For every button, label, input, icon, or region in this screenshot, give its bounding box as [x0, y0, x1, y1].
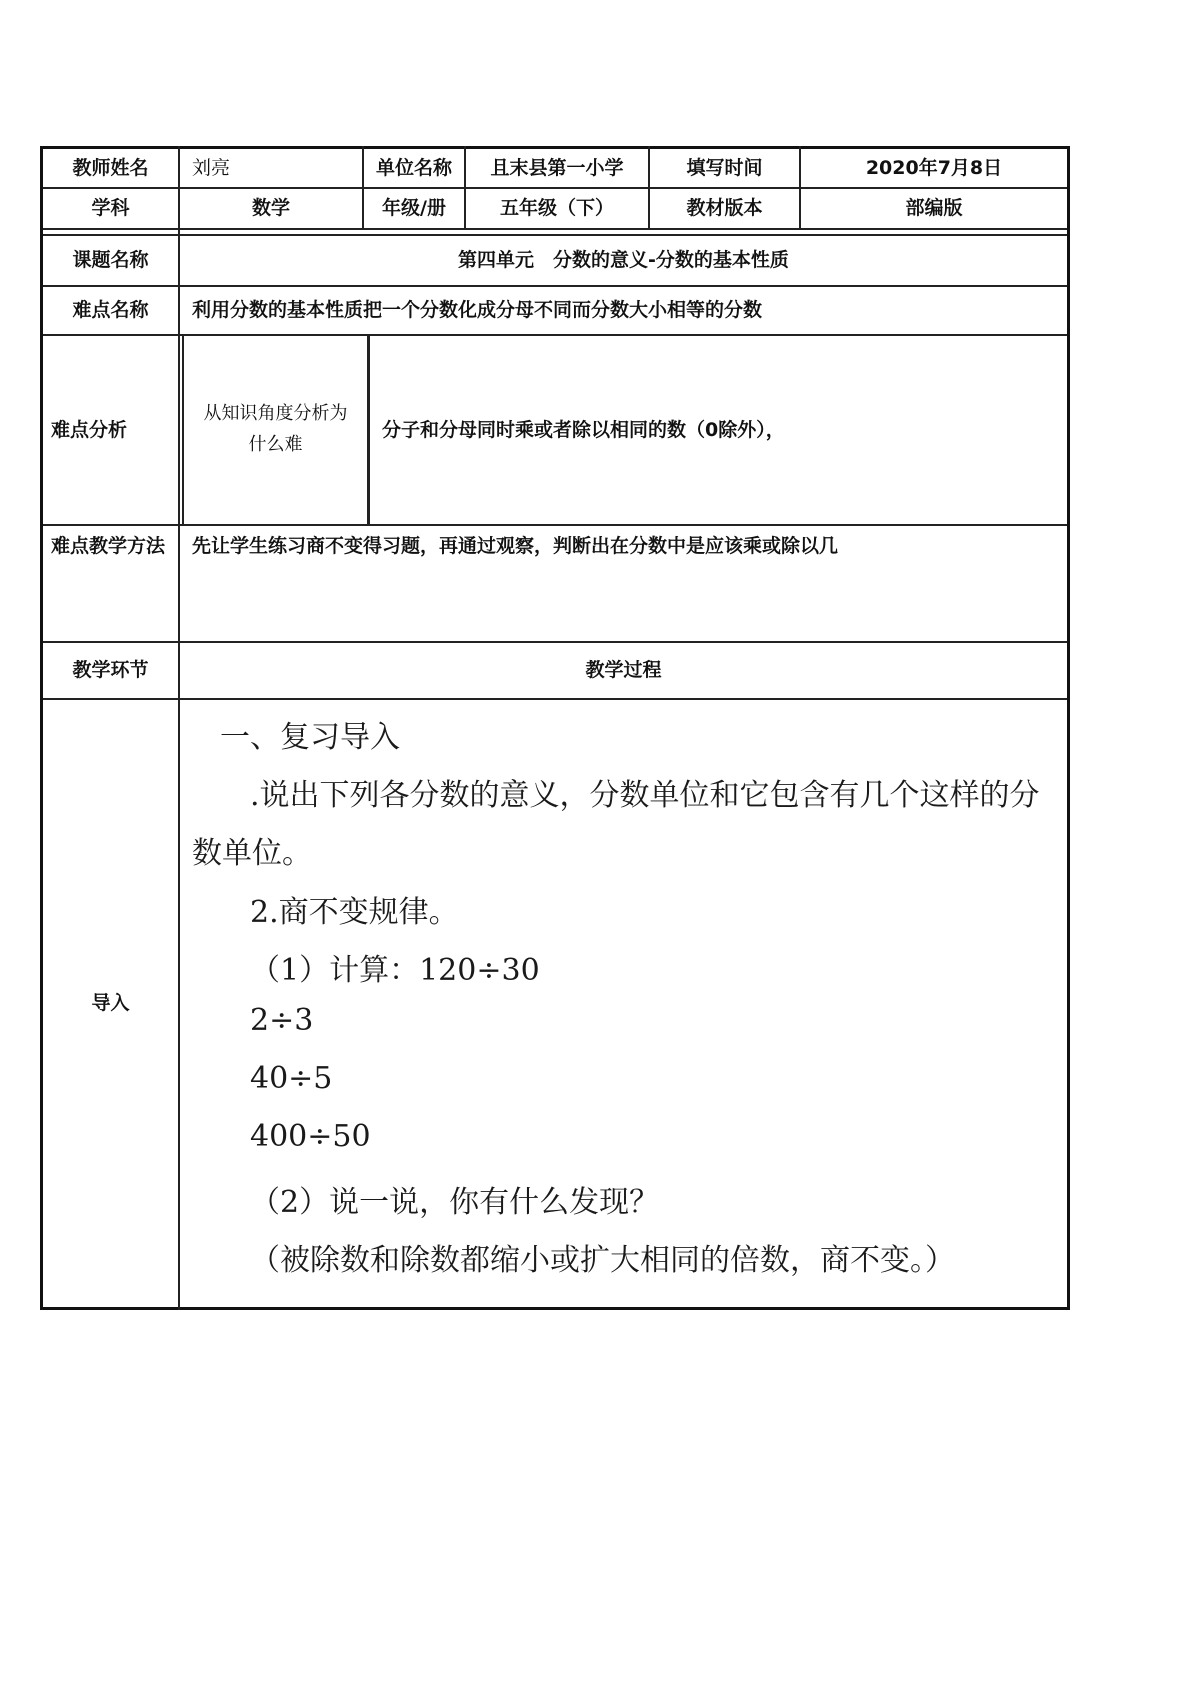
grade-value: 五年级（下） [499, 197, 614, 220]
topic-label: 课题名称 [72, 249, 149, 272]
method-label: 难点教学方法 [51, 535, 166, 557]
stage-header: 教学环节 [72, 659, 149, 682]
teacher-name-label: 教师姓名 [72, 156, 149, 179]
difficulty-label: 难点名称 [72, 299, 149, 322]
intro-stage: 导入 [91, 992, 130, 1015]
analysis-value: 分子和分母同时乘或者除以相同的数（0除外）， [382, 418, 785, 441]
row-divider [40, 228, 1070, 230]
process-line: 2.商不变规律。 [250, 895, 459, 930]
method-value: 先让学生练习商不变得习题，再通过观察，判断出在分数中是应该乘或除以几 [192, 535, 839, 557]
intro-process [180, 700, 1067, 1307]
unit-label: 单位名称 [375, 156, 452, 179]
table-border-right [1067, 146, 1070, 1310]
analysis-sub-label-line2: 什么难 [248, 434, 303, 455]
subject-label: 学科 [91, 197, 130, 220]
unit-value: 且末县第一小学 [490, 156, 624, 179]
topic-value: 第四单元 分数的意义-分数的基本性质 [458, 249, 789, 272]
difficulty-value: 利用分数的基本性质把一个分数化成分母不同而分数大小相等的分数 [192, 299, 763, 322]
process-line: （被除数和除数都缩小或扩大相同的倍数，商不变。） [250, 1243, 955, 1278]
process-line: （1）计算：120÷30 [250, 953, 540, 988]
process-header: 教学过程 [585, 659, 662, 682]
edition-value: 部编版 [905, 197, 963, 220]
process-line: 一、复习导入 [220, 720, 400, 755]
process-line: .说出下列各分数的意义，分数单位和它包含有几个这样的分 [250, 778, 1040, 813]
analysis-label: 难点分析 [51, 418, 128, 441]
subject-value: 数学 [251, 197, 290, 220]
fill-time-value: 2020年7月8日 [865, 156, 1003, 179]
analysis-sub-label [184, 336, 367, 524]
teacher-name-value: 刘亮 [192, 156, 231, 179]
table-border-bottom [40, 1307, 1070, 1310]
edition-label: 教材版本 [686, 197, 763, 220]
process-line: 数单位。 [192, 836, 312, 871]
process-line: 400÷50 [250, 1119, 371, 1154]
process-line: 2÷3 [250, 1003, 314, 1038]
grade-label: 年级/册 [382, 197, 446, 220]
process-line: （2）说一说，你有什么发现？ [250, 1185, 660, 1220]
process-line: 40÷5 [250, 1061, 333, 1096]
fill-time-label: 填写时间 [686, 156, 763, 179]
analysis-sub-label-line1: 从知识角度分析为 [203, 403, 348, 425]
